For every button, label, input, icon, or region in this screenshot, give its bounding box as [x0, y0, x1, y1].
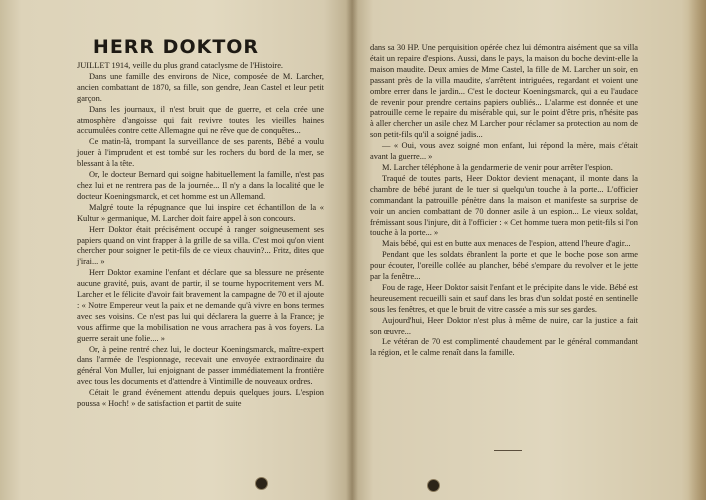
left-paragraph: Dans une famille des environs de Nice, composée de M. Larcher, ancien combattant de 1870, sa fille, son gendre, Jean Castel et leur petit garçon. [77, 71, 324, 103]
left-paragraph: Or, à peine rentré chez lui, le docteur Koeningsmarck, maître-expert dans l'armée de l'espionnage, recevait une envoyée extraordinaire du général Von Muller, lui enjoignant de passer immédiatement la frontière avec tous les documents et d'attendre à Vintimille de nouveaux ordres. [77, 344, 324, 387]
right-paragraph: Traqué de toutes parts, Heer Doktor devient menaçant, il monte dans la chambre de bébé jurant de le tuer si quelqu'un touche à la porte... L'officier commandant la patrouille pénètre dans la maison et manifeste sa surprise de voir un ancien combattant de 70 donner asile à un espion... Le vieux soldat, frémissant sous l'injure, dit à l'officier : « Cet homme tuera mon petit-fils si l'on touche à la porte... » [370, 173, 638, 238]
left-paragraph: Malgré toute la répugnance que lui inspire cet échantillon de la « Kultur » germanique, M. Larcher doit faire appel à son concours. [77, 202, 324, 223]
right-paragraph: Fou de rage, Heer Doktor saisit l'enfant et le précipite dans le vide. Bébé est heureusement recueilli sain et sauf dans les bras d'un soldat posté en sentinelle sous les fenêtres, et que le bruit de vitre cassée a mis sur ses gardes. [370, 282, 638, 314]
right-paragraph: Aujourd'hui, Heer Doktor n'est plus à même de nuire, car la justice a fait son œuvre... [370, 315, 638, 336]
left-paragraph: Herr Doktor était précisément occupé à ranger soigneusement ses papiers quand on vint frapper à la grille de sa villa. C'est moi qu'on vient chercher pour soigner le petit-fils de ce vieux chauvin?... Fritz, dites que j'irai... » [77, 224, 324, 267]
page-edge-shadow [688, 0, 706, 500]
right-page [352, 0, 706, 500]
left-column [77, 61, 324, 410]
right-paragraph: Mais bébé, qui est en butte aux menaces de l'espion, attend l'heure d'agir... [382, 239, 631, 249]
right-paragraph: Pendant que les soldats ébranlent la porte et que le boche pose son arme pour écouter, l'oreille collée au plancher, bébé s'empare du revolver et le jette par la fenêtre... [370, 250, 638, 282]
right-paragraph: — « Oui, vous avez soigné mon enfant, lui répond la mère, mais c'était avant la guerre... » [370, 141, 638, 162]
left-paragraph: Dans les journaux, il n'est bruit que de guerre, et cela crée une atmosphère d'angoisse qui fait revivre toutes les vieilles haines accumulées contre cette Allemagne qui ne rêve que de conquêtes... [77, 104, 324, 136]
right-paragraph: Le vétéran de 70 est complimenté chaudement par le général commandant la région, et le calme renaît dans la famille. [370, 337, 638, 358]
right-column [370, 43, 638, 359]
left-paragraph: Cétait le grand événement attendu depuis quelques jours. L'espion poussa « Hoch! » de satisfaction et partit de suite [77, 388, 324, 409]
left-paragraph: Ce matin-là, trompant la surveillance de ses parents, Bébé a voulu jouer à l'imprudent et est tombé sur les rochers du bord de la mer, se blessant à la tête. [77, 137, 324, 169]
page-title: HERR DOKTOR [92, 36, 260, 58]
binding-hole-icon [427, 479, 440, 492]
end-rule [494, 450, 522, 451]
left-paragraph: Herr Doktor examine l'enfant et déclare que sa blessure ne présente aucune gravité, puis, avant de partir, il se tourne hypocritement vers M. Larcher et le félicite d'avoir fait bravement la campagne de 70 et il ajoute : « Notre Empereur veut la paix et ne demande qu'à vivre en bons termes avec ses voisins. Ce n'est pas lui qui déclarera la guerre à la France; je vous affirme que la mobilisation ne vous arrachera pas à vos foyers. La guerre serait une folie.... » [77, 268, 324, 343]
binding-hole-icon [255, 477, 268, 490]
left-page [0, 0, 352, 500]
right-paragraph: M. Larcher téléphone à la gendarmerie de venir pour arrêter l'espion. [382, 162, 613, 172]
right-paragraph: dans sa 30 HP. Une perquisition opérée chez lui démontra aisément que sa villa était un repaire d'espions. Aussi, dans le pays, la maison du boche devint-elle la maison maudite. Deux amies de Mme Castel, la fille de M. Larcher un soir, en passant près de la villa maudite, s'arrêtent intriguées, regardant et voient une ombre errer dans le jardin... C'est le docteur Koeningsmarck, qui a eu l'audace de revenir pour prendre certains papiers oubliés... L'alarme est donnée et une patrouille cerne le repaire du misérable qui, sur le point d'être pris, n'hésite pas à aller chercher un asile chez M Larcher pour réclamer sa protection au nom de son petit-fils qu'il a soigné jadis... [370, 43, 638, 140]
left-paragraph: JUILLET 1914, veille du plus grand cataclysme de l'Histoire. [77, 61, 284, 70]
book-gutter [346, 0, 358, 500]
left-paragraph: Or, le docteur Bernard qui soigne habituellement la famille, n'est pas chez lui et ne rentrera pas de la journée... Il n'y a dans la localité que le docteur Koeningsmarck, et cet homme est un Allemand. [77, 170, 324, 201]
